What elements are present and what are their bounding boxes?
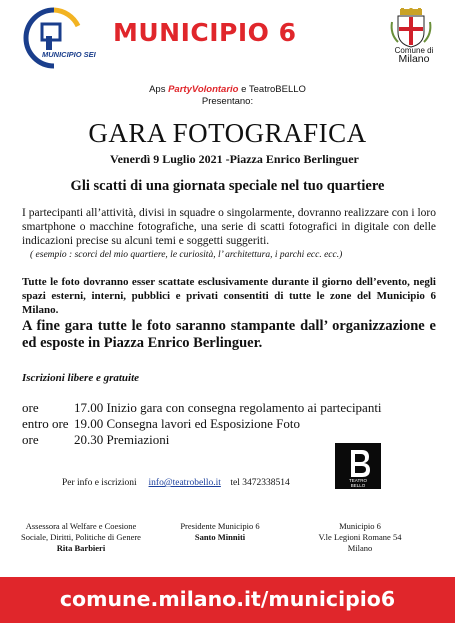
- example-note: ( esempio : scorci del mio quartiere, le curiosità, l’ architettura, i parchi ecc. ecc.): [30, 250, 343, 260]
- description-paragraph: I partecipanti all’attività, divisi in squadre o singolarmente, dovranno realizzare con i loro smartphone o macchine fotografiche, una serie di scatti fotografici in digitale con delle indicazioni precise su alcuni temi e soggetti suggeriti.: [22, 207, 436, 247]
- banner-url[interactable]: comune.milano.it/municipio6: [59, 587, 396, 611]
- comune-di-milano-label: [389, 46, 439, 64]
- footer-presidente: [160, 521, 280, 543]
- info-label: Per info e iscrizioni: [62, 478, 137, 488]
- registration-note: Iscrizioni libere e gratuite: [22, 372, 140, 384]
- schedule-row: [22, 416, 300, 432]
- teatrobello-name: e TeatroBELLO: [241, 84, 306, 95]
- teatro-word: TEATRO: [349, 478, 367, 483]
- comune-line1: Comune di: [394, 46, 434, 55]
- presenters-line: [0, 84, 455, 95]
- footer-line: V.le Legioni Romane 54: [318, 532, 402, 542]
- footer-address: [300, 521, 420, 554]
- schedule-label: entro ore: [22, 416, 69, 431]
- aps-label: Aps: [149, 84, 166, 95]
- comune-line2: Milano: [398, 53, 430, 65]
- presentano-label: Presentano:: [201, 96, 254, 107]
- exhibition-paragraph: A fine gara tutte le foto saranno stampante dall’ organizzazione e ed esposte in Piazza Enrico Berlinguer.: [22, 318, 436, 351]
- event-date: Venerdì 9 Luglio 2021 -Piazza Enrico Berlinguer: [110, 152, 359, 166]
- event-title: GARA FOTOGRAFICA: [88, 118, 367, 148]
- event-subtitle: Gli scatti di una giornata speciale nel tuo quartiere: [70, 178, 385, 194]
- rules-paragraph: Tutte le foto dovranno esser scattate esclusivamente durante il giorno dell’evento, negli spazi esterni, interni, pubblici e privati consentiti di tutte le zone del Municipio 6 Milano.: [22, 276, 436, 316]
- schedule-label: ore: [22, 432, 39, 447]
- info-line: [62, 478, 290, 488]
- schedule-row: [22, 400, 382, 416]
- footer-line: Municipio 6: [339, 521, 381, 531]
- schedule-text: 19.00 Consegna lavori ed Esposizione Foto: [74, 416, 301, 431]
- phone-number: tel 3472338514: [230, 478, 290, 488]
- logo-caption: MUNICIPIO SEI: [42, 50, 96, 59]
- footer-name: Santo Minniti: [194, 532, 246, 542]
- schedule-row: [22, 432, 169, 448]
- teatro-bello-logo: [335, 443, 381, 489]
- bello-word: BELLO: [350, 483, 366, 488]
- municipio-sei-logo: [20, 6, 90, 70]
- footer-assessora: [6, 521, 156, 554]
- partyvolontario-name: PartyVolontario: [168, 84, 239, 95]
- email-link[interactable]: info@teatrobello.it: [148, 478, 221, 488]
- schedule-text: 20.30 Premiazioni: [74, 432, 170, 447]
- municipio-title: MUNICIPIO 6: [113, 18, 297, 47]
- schedule-text: 17.00 Inizio gara con consegna regolamento ai partecipanti: [74, 400, 382, 415]
- footer-line: Assessora al Welfare e Coesione: [25, 521, 137, 531]
- milano-crest-icon: [388, 8, 434, 48]
- footer-name: Rita Barbieri: [56, 543, 106, 553]
- footer-line: Presidente Municipio 6: [180, 521, 260, 531]
- footer-line: Sociale, Diritti, Politiche di Genere: [21, 532, 141, 542]
- footer-line: Milano: [347, 543, 373, 553]
- schedule-label: ore: [22, 400, 39, 415]
- teatro-bello-caption: [335, 478, 381, 488]
